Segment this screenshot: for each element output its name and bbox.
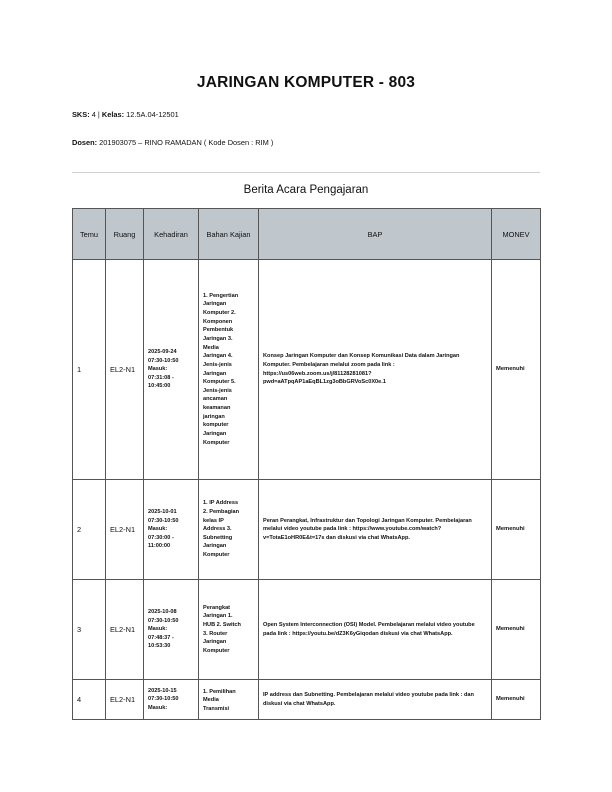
cell-temu: 3 xyxy=(73,580,106,680)
cell-kehadiran xyxy=(144,580,199,680)
bahan-line: kelas IP xyxy=(203,517,224,524)
header-temu: Temu xyxy=(73,209,106,260)
bahan-line: Subnetting xyxy=(203,534,233,541)
table-row xyxy=(73,260,541,480)
bahan-line: komputer xyxy=(203,422,229,429)
bahan-line: 3. Router xyxy=(203,630,228,637)
bahan-line: ancaman xyxy=(203,396,228,403)
kehadiran-line: 07:48:37 - xyxy=(148,634,174,641)
kehadiran-line: 07:31:08 - xyxy=(148,374,174,381)
bahan-line: 1. Pengertian xyxy=(203,292,239,299)
bahan-line: Jaringan 3. xyxy=(203,335,233,342)
kehadiran-line: 2025-09-24 xyxy=(148,348,177,355)
bahan-line: Komputer xyxy=(203,647,230,654)
table-row xyxy=(73,480,541,580)
bahan-line: Address 3. xyxy=(203,526,232,533)
cell-bap: IP address dan Subnetting. Pembelajaran melalui video youtube pada link : dan diskusi via chat WhatsApp. xyxy=(259,680,492,720)
bahan-line: Jaringan xyxy=(203,301,227,308)
bahan-line: Media xyxy=(203,697,219,704)
header-kehadiran: Kehadiran xyxy=(144,209,199,260)
header-bahan-kajian: Bahan Kajian xyxy=(199,209,259,260)
cell-temu: 4 xyxy=(73,680,106,720)
kehadiran-line: Masuk: xyxy=(148,526,168,533)
header-ruang: Ruang xyxy=(106,209,144,260)
kehadiran-line: 07:30-10:50 xyxy=(148,696,179,703)
cell-bap: Open System Interconnection (OSI) Model. Pembelajaran melalui video youtube pada link : https://youtu.be/dZ3K6yGiqodan diskusi via chat WhatsApp. xyxy=(259,580,492,680)
bahan-line: Komponen xyxy=(203,318,233,325)
table-header-row xyxy=(73,209,541,260)
cell-kehadiran xyxy=(144,480,199,580)
bahan-line: keamanan xyxy=(203,405,231,412)
kehadiran-line: 2025-10-08 xyxy=(148,608,177,615)
course-title: JARINGAN KOMPUTER - 803 xyxy=(196,74,416,91)
cell-kehadiran xyxy=(144,680,199,720)
kehadiran-line: 07:30:00 - xyxy=(148,534,174,541)
bahan-line: Jaringan xyxy=(203,543,227,550)
bahan-line: Pembentuk xyxy=(203,327,234,334)
kehadiran-line: Masuk: xyxy=(148,704,168,711)
bahan-line: Jenis-jenis xyxy=(203,387,232,394)
bahan-line: Media xyxy=(203,344,219,351)
cell-bahan-kajian xyxy=(199,260,259,480)
course-meta-line: SKS: 4 | Kelas: 12.5A.04-12501 xyxy=(72,110,179,119)
cell-ruang: EL2-N1 xyxy=(106,260,144,480)
bahan-line: Jenis-jenis xyxy=(203,361,232,368)
cell-monev: Memenuhi xyxy=(492,260,541,480)
bahan-line: Jaringan 1. xyxy=(203,613,233,620)
cell-bap: Peran Perangkat, Infrastruktur dan Topologi Jaringan Komputer. Pembelajaran melalui video youtube pada link : https://www.youtube.com/watch?v=TotaE1oHR0E&t=17s dan diskusi via chat WhatsApp. xyxy=(259,480,492,580)
cell-bap: Konsep Jaringan Komputer dan Konsep Komunikasi Data dalam Jaringan Komputer. Pembelajaran melalui zoom pada link : https://us06web.zoom.us/j/81128281081?pwd=aATpqAP1aEqBL1zg3oBbGRVoSc0X0e.1 xyxy=(259,260,492,480)
cell-ruang: EL2-N1 xyxy=(106,680,144,720)
section-title: Berita Acara Pengajaran xyxy=(243,184,369,196)
bahan-line: Transmisi xyxy=(203,705,230,712)
cell-temu: 2 xyxy=(73,480,106,580)
bahan-line: Jaringan 4. xyxy=(203,353,233,360)
cell-kehadiran xyxy=(144,260,199,480)
kehadiran-line: 11:00:00 xyxy=(148,543,171,550)
lecturer-line xyxy=(72,138,273,147)
sks-value: 4 xyxy=(91,110,96,119)
sks-label: SKS: xyxy=(72,110,90,119)
kehadiran-line: 2025-10-15 xyxy=(148,687,177,694)
bahan-line: Perangkat xyxy=(203,604,231,611)
cell-bahan-kajian xyxy=(199,580,259,680)
cell-monev: Memenuhi xyxy=(492,680,541,720)
kelas-value: 12.5A.04-12501 xyxy=(126,110,179,119)
kehadiran-line: 07:30-10:50 xyxy=(148,617,179,624)
dosen-value: 201903075 – RINO RAMADAN ( Kode Dosen : RIM ) xyxy=(99,138,274,147)
bahan-line: Komputer 2. xyxy=(203,309,236,316)
bahan-line: Komputer 5. xyxy=(203,379,236,386)
bahan-line: jaringan xyxy=(203,413,225,420)
cell-bahan-kajian xyxy=(199,680,259,720)
cell-bahan-kajian xyxy=(199,480,259,580)
cell-ruang: EL2-N1 xyxy=(106,480,144,580)
bahan-line: Jaringan xyxy=(203,639,227,646)
kelas-label: Kelas: xyxy=(101,110,125,119)
cell-monev: Memenuhi xyxy=(492,480,541,580)
bahan-line: 2. Pembagian xyxy=(203,508,240,515)
cell-monev: Memenuhi xyxy=(492,580,541,680)
divider xyxy=(72,172,540,173)
kehadiran-line: Masuk: xyxy=(148,366,168,373)
cell-ruang: EL2-N1 xyxy=(106,580,144,680)
bahan-line: Komputer xyxy=(203,552,230,559)
bahan-line: 1. IP Address xyxy=(203,500,239,507)
header-bap: BAP xyxy=(259,209,492,260)
bahan-line: 1. Pemilihan xyxy=(203,688,236,695)
bahan-line: Komputer xyxy=(203,439,230,446)
kehadiran-line: 10:53:30 xyxy=(148,643,171,650)
kehadiran-line: 07:30-10:50 xyxy=(148,517,179,524)
bahan-line: HUB 2. Switch xyxy=(203,621,241,628)
kehadiran-line: 10:45:00 xyxy=(148,383,171,390)
kehadiran-line: Masuk: xyxy=(148,626,168,633)
table-row xyxy=(73,680,541,720)
table-row xyxy=(73,580,541,680)
bahan-line: Jaringan xyxy=(203,431,227,438)
header-monev: MONEV xyxy=(492,209,541,260)
kehadiran-line: 07:30-10:50 xyxy=(148,357,179,364)
kehadiran-line: 2025-10-01 xyxy=(148,508,177,515)
bap-table xyxy=(72,208,541,720)
cell-temu: 1 xyxy=(73,260,106,480)
bahan-line: Jaringan xyxy=(203,370,227,377)
dosen-label: Dosen: xyxy=(72,138,98,147)
